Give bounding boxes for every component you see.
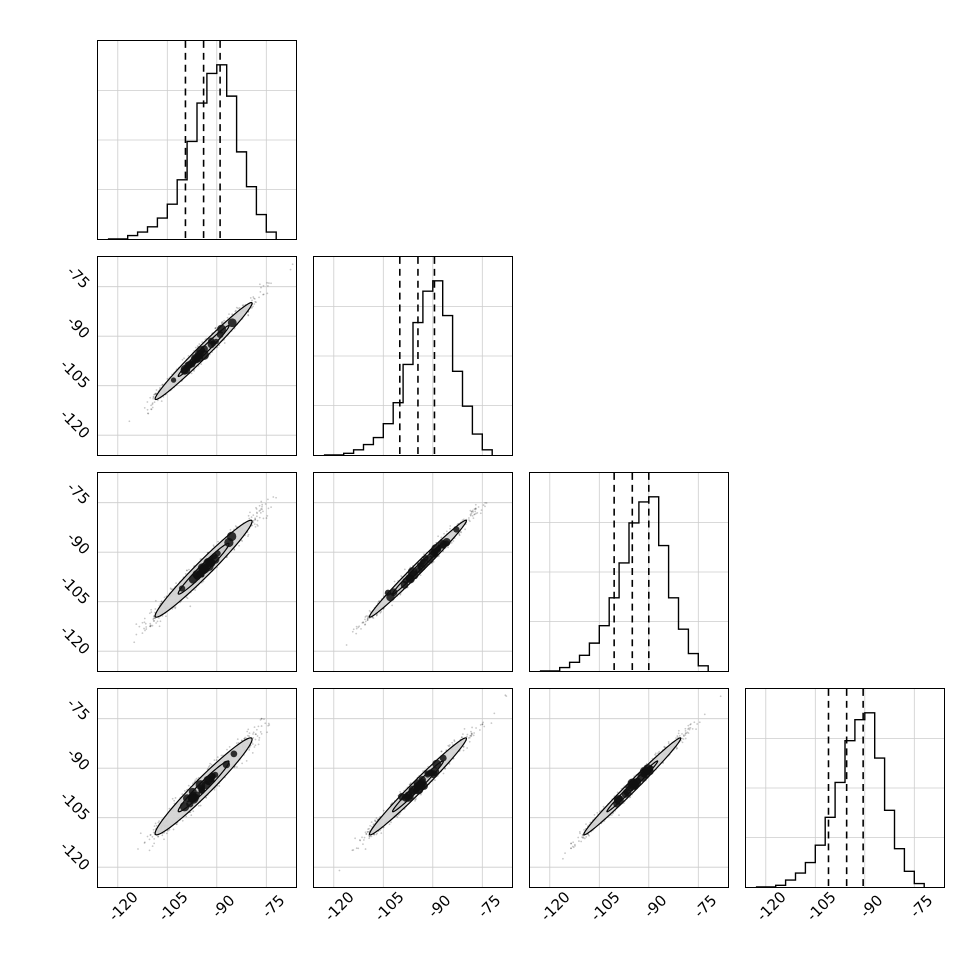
y-tick-label: -105 <box>56 355 94 393</box>
joint-panel-p2-p3 <box>313 472 513 672</box>
x-tick-label: -120 <box>752 887 790 925</box>
y-tick-label: -120 <box>56 621 94 659</box>
y-tick-label: -120 <box>56 405 94 443</box>
hist-panel-p2 <box>313 256 513 456</box>
y-tick-label: -90 <box>63 528 94 559</box>
y-tick-label: -75 <box>63 694 94 725</box>
x-tick-label: -105 <box>370 887 408 925</box>
y-tick-label: -75 <box>63 262 94 293</box>
x-tick-label: -105 <box>586 887 624 925</box>
joint-panel-p1-p4 <box>97 688 297 888</box>
x-tick-label: -105 <box>154 887 192 925</box>
joint-panel-p1-p3 <box>97 472 297 672</box>
x-tick-label: -120 <box>320 887 358 925</box>
y-tick-label: -75 <box>63 478 94 509</box>
hist-panel-p3 <box>529 472 729 672</box>
y-tick-label: -105 <box>56 571 94 609</box>
x-tick-label: -90 <box>640 891 671 922</box>
x-tick-label: -120 <box>536 887 574 925</box>
y-tick-label: -90 <box>63 744 94 775</box>
x-tick-label: -75 <box>690 891 721 922</box>
x-tick-label: -75 <box>474 891 505 922</box>
hist-panel-p1 <box>97 40 297 240</box>
y-tick-label: -120 <box>56 837 94 875</box>
x-tick-label: -120 <box>104 887 142 925</box>
x-tick-label: -90 <box>856 891 887 922</box>
x-tick-label: -90 <box>424 891 455 922</box>
joint-panel-p1-p2 <box>97 256 297 456</box>
y-tick-label: -90 <box>63 312 94 343</box>
hist-panel-p4 <box>745 688 945 888</box>
x-tick-label: -75 <box>906 891 937 922</box>
x-tick-label: -75 <box>258 891 289 922</box>
x-tick-label: -90 <box>208 891 239 922</box>
joint-panel-p2-p4 <box>313 688 513 888</box>
x-tick-label: -105 <box>802 887 840 925</box>
joint-panel-p3-p4 <box>529 688 729 888</box>
y-tick-label: -105 <box>56 787 94 825</box>
